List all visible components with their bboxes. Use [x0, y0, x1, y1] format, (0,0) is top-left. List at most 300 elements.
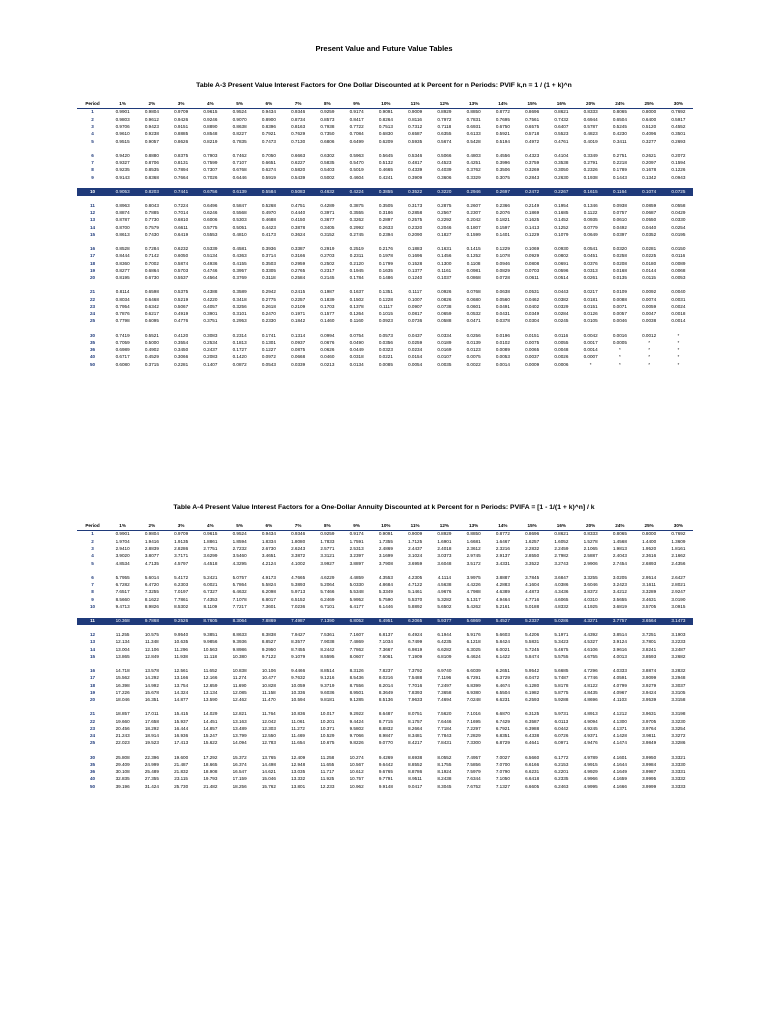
factor-cell: 6.0113	[554, 718, 569, 724]
factor-cell: 0.4556	[495, 152, 510, 158]
factor-cell: 0.2953	[232, 318, 247, 324]
factor-cell: 0.8638	[232, 123, 247, 129]
factor-cell: 0.0610	[612, 217, 627, 223]
factor-cell: 0.0728	[495, 275, 510, 281]
factor-cell: 4.8332	[554, 603, 569, 609]
factor-cell: 7.0790	[495, 769, 510, 775]
factor-cell: 15.622	[203, 740, 218, 746]
factor-cell: 4.1428	[612, 733, 627, 739]
factor-cell: 4.8684	[378, 581, 393, 587]
factor-cell: 0.7441	[167, 188, 196, 195]
factor-cell: 0.0907	[408, 303, 423, 309]
factor-cell: 0.5523	[554, 131, 569, 137]
factor-cell: 0.2946	[459, 188, 488, 195]
factor-cell: 0.3349	[583, 152, 598, 158]
factor-cell: 13.166	[174, 675, 189, 681]
factor-cell: 13.163	[232, 718, 247, 724]
factor-cell: 0.7284	[144, 245, 159, 251]
factor-cell: 4.1644	[612, 761, 627, 767]
factor-cell: 0.0031	[671, 296, 686, 302]
factor-cell: *	[677, 347, 680, 353]
factor-cell: 0.2366	[495, 202, 510, 208]
factor-cell: 6.3988	[525, 725, 540, 731]
factor-cell: 0.0105	[583, 318, 598, 324]
factor-cell: 0.8900	[261, 116, 276, 122]
factor-cell: 3.6564	[635, 618, 664, 625]
row-spacer	[77, 181, 693, 188]
factor-cell: 0.0017	[583, 339, 598, 345]
factor-cell: 0.0382	[554, 296, 569, 302]
factor-cell: 1.7833	[320, 538, 335, 544]
factor-cell: 6.0442	[554, 725, 569, 731]
factor-cell: 0.1378	[349, 303, 364, 309]
factor-cell: 2.8286	[174, 545, 189, 551]
factor-cell: 7.3300	[466, 740, 481, 746]
factor-cell: 12.085	[232, 689, 247, 695]
factor-cell: 0.1971	[291, 311, 306, 317]
table-header-row	[77, 100, 693, 109]
factor-cell: 0.9610	[115, 131, 130, 137]
factor-cell: 0.1839	[320, 296, 335, 302]
factor-cell: 7.8869	[254, 618, 283, 625]
factor-cell: 0.2472	[518, 188, 547, 195]
table-header-row	[77, 522, 693, 531]
factor-cell: 4.8122	[583, 682, 598, 688]
factor-cell: 9.7791	[378, 776, 393, 782]
factor-cell: 9.9540	[174, 632, 189, 637]
factor-cell: 13.489	[232, 725, 247, 731]
factor-cell: 0.3759	[525, 159, 540, 165]
factor-cell: 6.1446	[378, 603, 393, 609]
factor-cell: 0.0180	[642, 260, 657, 266]
factor-cell: 0.4363	[232, 253, 247, 259]
factor-cell: 6.8399	[466, 682, 481, 688]
factor-cell: 3.3332	[671, 776, 686, 782]
factor-cell: 0.0107	[437, 354, 452, 360]
factor-cell: 0.4423	[261, 224, 276, 230]
factor-cell: 9.6765	[378, 769, 393, 775]
period-cell: 15	[89, 231, 96, 237]
factor-cell: 0.6274	[261, 167, 276, 173]
factor-cell: 0.0946	[495, 260, 510, 266]
factor-cell: 13.332	[291, 776, 306, 782]
table-row	[77, 596, 693, 603]
factor-cell: 1.6467	[495, 538, 510, 544]
factor-cell: 0.0937	[291, 339, 306, 345]
factor-cell: 3.7251	[642, 632, 657, 637]
period-cell: 25	[89, 740, 96, 746]
factor-cell: 3.7908	[378, 560, 393, 566]
factor-cell: 0.2607	[466, 202, 481, 208]
factor-cell: 0.8874	[115, 210, 130, 215]
factor-cell: 0.3624	[291, 231, 306, 237]
factor-cell: 0.4120	[174, 332, 189, 338]
factor-cell: 0.8264	[378, 116, 393, 122]
period-cell: 16	[89, 245, 96, 251]
factor-cell: 11.690	[232, 682, 247, 688]
period-cell: 18	[89, 260, 96, 266]
factor-cell: 9.2922	[349, 711, 364, 717]
factor-cell: 23.115	[174, 776, 188, 782]
factor-cell: 7.0700	[495, 761, 510, 767]
factor-cell: 10.635	[174, 639, 189, 645]
factor-cell: 1.8594	[232, 538, 247, 544]
factor-cell: 10.371	[320, 725, 335, 731]
factor-cell: 0.3506	[495, 167, 510, 173]
factor-cell: 8.0216	[378, 675, 393, 681]
factor-cell: 0.1827	[437, 231, 452, 237]
factor-cell: 0.0016	[612, 332, 627, 338]
factor-cell: 2.6243	[291, 545, 306, 551]
period-cell: 7	[91, 159, 94, 165]
factor-cell: 0.0378	[495, 318, 510, 324]
factor-cell: 0.0738	[437, 303, 452, 309]
factor-cell: 0.0053	[671, 275, 686, 281]
rate-header: 5%	[225, 522, 254, 531]
period-cell: 36	[89, 347, 96, 353]
factor-cell: 0.6750	[495, 123, 510, 129]
factor-cell: 4.1925	[583, 603, 598, 609]
factor-cell: 0.1117	[379, 303, 393, 309]
factor-cell: 5.6869	[459, 618, 488, 625]
factor-cell: 2.6893	[642, 560, 657, 566]
factor-cell: 0.4972	[525, 138, 540, 144]
factor-cell: 0.4810	[232, 231, 247, 237]
factor-cell: 0.0935	[583, 217, 598, 223]
rate-header: 24%	[605, 522, 634, 531]
factor-cell: 0.5083	[284, 188, 313, 195]
rate-header: 9%	[342, 100, 371, 109]
factor-cell: 12.462	[232, 697, 247, 703]
factor-cell: 0.1813	[232, 339, 247, 345]
factor-cell: 0.9901	[115, 531, 130, 537]
factor-cell: 12.042	[261, 718, 276, 724]
factor-cell: 6.2469	[320, 596, 335, 602]
factor-cell: 0.0012	[642, 332, 657, 338]
factor-cell: 0.5919	[261, 174, 276, 180]
factor-cell: 8.3481	[408, 733, 423, 739]
factor-cell: 0.5268	[261, 202, 276, 208]
factor-cell: 4.1103	[613, 697, 627, 703]
factor-cell: 4.1212	[612, 711, 627, 717]
factor-cell: 0.0007	[583, 354, 598, 360]
factor-cell: 0.9612	[144, 116, 159, 122]
factor-cell: 1.6257	[525, 538, 540, 544]
factor-cell: 7.5361	[320, 632, 335, 637]
factor-cell: 0.5375	[174, 289, 189, 295]
factor-cell: 0.8772	[495, 531, 510, 537]
factor-cell: 8.7605	[196, 618, 225, 625]
factor-cell: 0.2314	[232, 332, 247, 338]
factor-cell: 0.8333	[583, 531, 598, 537]
factor-cell: 1.9416	[144, 538, 159, 544]
factor-cell: 0.9151	[174, 123, 189, 129]
factor-cell: 0.0691	[554, 260, 569, 266]
factor-cell: *	[589, 361, 592, 367]
factor-cell: 0.0318	[349, 354, 364, 360]
factor-cell: 0.0059	[642, 303, 657, 309]
factor-cell: 2.9247	[671, 589, 686, 595]
row-spacer	[77, 145, 693, 152]
factor-cell: 2.4018	[437, 545, 452, 551]
factor-cell: 0.0981	[466, 267, 481, 273]
factor-cell: 0.9009	[408, 531, 423, 537]
factor-cell: 6.7101	[320, 603, 335, 609]
factor-cell: 0.3505	[378, 202, 393, 208]
factor-cell: 0.3387	[291, 245, 306, 251]
factor-cell: 0.0071	[612, 303, 627, 309]
factor-cell: 0.0491	[495, 303, 510, 309]
rate-header: 2%	[137, 522, 166, 531]
rate-header: 7%	[284, 100, 313, 109]
factor-cell: 0.7462	[232, 152, 247, 158]
factor-cell: 0.2120	[349, 260, 364, 266]
period-cell: 36	[89, 769, 96, 775]
factor-cell: 0.0451	[583, 253, 598, 259]
factor-cell: 11.296	[174, 646, 188, 652]
factor-cell: 2.9410	[115, 545, 130, 551]
table-a4-caption: Table A-4 Present Value Interest Factors for a One-Dollar Annuity Discounted at k Percent for n Periods: PVIFA = [1 - 1/(1 + k)^n] / k	[173, 504, 595, 511]
factor-cell: 8.1924	[437, 769, 452, 775]
table-row	[77, 553, 693, 560]
factor-cell: 0.0687	[642, 210, 657, 215]
factor-cell: 6.8109	[437, 653, 452, 659]
factor-cell: 0.0065	[525, 347, 540, 353]
factor-cell: 6.4632	[232, 589, 247, 595]
factor-cell: 0.7430	[144, 231, 159, 237]
factor-cell: 31.424	[144, 783, 159, 789]
factor-cell: 0.9246	[203, 116, 218, 122]
period-cell: 22	[89, 718, 96, 724]
factor-cell: 12.134	[115, 639, 130, 645]
factor-cell: 2.1662	[671, 553, 686, 559]
factor-cell: 0.2567	[437, 210, 452, 215]
factor-cell: 0.2076	[495, 210, 510, 215]
factor-cell: 0.5787	[583, 123, 598, 129]
factor-cell: 15.937	[174, 718, 189, 724]
factor-cell: 1.9520	[642, 545, 657, 551]
factor-cell: 8.8514	[320, 667, 335, 673]
factor-cell: 0.8573	[320, 116, 335, 122]
factor-cell: 2.3616	[642, 553, 657, 559]
factor-cell: 0.2046	[437, 224, 452, 230]
factor-cell: 6.6870	[495, 711, 510, 717]
factor-cell: 0.6468	[144, 296, 159, 302]
factor-cell: 0.4339	[408, 167, 423, 173]
factor-cell: 4.4873	[525, 589, 540, 595]
factor-cell: 6.2098	[261, 589, 276, 595]
factor-cell: 4.7716	[525, 596, 540, 602]
factor-cell: 0.1079	[554, 231, 569, 237]
factor-cell: 0.4564	[203, 275, 218, 281]
factor-cell: 0.0168	[612, 267, 627, 273]
factor-cell: 12.948	[291, 761, 306, 767]
factor-cell: 0.8885	[174, 131, 189, 137]
factor-cell: 7.4987	[284, 618, 313, 625]
factor-cell: 11.655	[320, 761, 335, 767]
factor-cell: 6.0726	[554, 733, 569, 739]
factor-cell: 0.9174	[349, 109, 364, 115]
row-spacer	[77, 625, 693, 632]
factor-cell: 0.0532	[466, 311, 481, 317]
factor-cell: 0.7142	[144, 253, 159, 259]
factor-cell: 7.3792	[408, 667, 423, 673]
factor-cell: 5.3282	[437, 596, 452, 602]
factor-cell: 0.2697	[488, 188, 517, 195]
factor-cell: 1.8080	[291, 538, 306, 544]
factor-cell: 3.1473	[664, 618, 693, 625]
factor-cell: 7.4957	[466, 754, 481, 760]
factor-cell: 0.1883	[408, 245, 423, 251]
factor-cell: 7.1695	[466, 718, 481, 724]
factor-cell: 0.9423	[144, 123, 159, 129]
factor-cell: 6.2303	[174, 581, 189, 587]
factor-cell: 0.5245	[612, 123, 627, 129]
factor-cell: 3.7801	[642, 639, 657, 645]
factor-cell: 0.2630	[554, 174, 569, 180]
factor-cell: 1.8334	[261, 538, 276, 544]
factor-cell: 0.2218	[612, 159, 627, 165]
factor-cell: 10.612	[349, 769, 364, 775]
factor-cell: *	[648, 339, 651, 345]
factor-cell: 0.0139	[466, 339, 481, 345]
factor-cell: 8.2438	[437, 776, 452, 782]
factor-cell: 18.046	[115, 697, 130, 703]
factor-cell: 12.166	[203, 675, 218, 681]
factor-cell: 4.9995	[583, 783, 598, 789]
factor-cell: 4.1601	[612, 754, 627, 760]
factor-cell: 0.1108	[466, 260, 481, 266]
factor-cell: 0.0859	[642, 202, 657, 208]
factor-cell: 9.9856	[203, 639, 218, 645]
factor-cell: 0.9057	[144, 138, 159, 144]
factor-cell: 4.6065	[554, 596, 569, 602]
factor-cell: 10.368	[108, 618, 137, 625]
factor-cell: 22.023	[115, 740, 130, 746]
factor-cell: 6.9380	[466, 689, 481, 695]
factor-cell: 0.2942	[261, 289, 276, 295]
rate-header: 15%	[518, 522, 547, 531]
factor-cell: 0.5874	[174, 260, 189, 266]
factor-cell: 0.5553	[203, 231, 218, 237]
factor-cell: 0.0221	[378, 354, 393, 360]
factor-cell: 0.0151	[525, 332, 540, 338]
factor-cell: 0.0514	[554, 275, 569, 281]
factor-cell: 8.3649	[378, 689, 393, 695]
factor-cell: 0.9346	[291, 109, 306, 115]
factor-cell: 0.4552	[671, 123, 686, 129]
factor-cell: 4.0799	[612, 682, 627, 688]
factor-cell: 2.9137	[495, 553, 510, 559]
period-cell: 50	[89, 783, 96, 789]
factor-cell: 0.2090	[408, 231, 423, 237]
factor-cell: 15.372	[232, 754, 247, 760]
factor-cell: 0.3957	[232, 267, 247, 273]
factor-cell: 4.5797	[174, 560, 189, 566]
factor-cell: 16.936	[174, 733, 189, 739]
factor-cell: *	[648, 361, 651, 367]
factor-cell: 0.2149	[525, 202, 540, 208]
factor-cell: 17.413	[174, 740, 189, 746]
factor-cell: 21.243	[115, 733, 130, 739]
factor-cell: *	[677, 332, 680, 338]
factor-cell: 8.1755	[437, 761, 452, 767]
factor-cell: 0.2502	[320, 260, 335, 266]
factor-cell: 5.2337	[518, 618, 547, 625]
period-cell: 22	[89, 296, 96, 302]
factor-cell: 0.5194	[495, 138, 510, 144]
factor-cell: 1.9813	[612, 545, 627, 551]
period-cell: 16	[89, 667, 96, 673]
factor-cell: 0.3173	[408, 202, 423, 208]
factor-cell: 0.1938	[583, 174, 598, 180]
period-cell: 15	[89, 653, 96, 659]
factor-cell: 3.0205	[612, 574, 627, 580]
factor-cell: 0.0659	[437, 311, 452, 317]
factor-cell: 4.7135	[144, 560, 159, 566]
factor-cell: 0.0443	[554, 289, 569, 295]
table-row	[77, 762, 693, 769]
rate-header: 30%	[664, 100, 693, 109]
factor-cell: *	[677, 354, 680, 360]
factor-cell: 3.2423	[612, 581, 627, 587]
factor-cell: 0.8850	[466, 531, 481, 537]
factor-cell: 0.6931	[466, 123, 481, 129]
factor-cell: 10.567	[349, 761, 364, 767]
factor-cell: 2.9906	[583, 560, 598, 566]
factor-cell: 0.5439	[291, 174, 306, 180]
factor-cell: 14.451	[203, 718, 218, 724]
factor-cell: 0.2307	[466, 210, 481, 215]
table-a4	[77, 522, 693, 791]
table-row	[77, 210, 693, 217]
factor-cell: 1.6901	[437, 538, 452, 544]
factor-cell: 7.0027	[495, 754, 510, 760]
period-cell: 11	[90, 202, 95, 208]
table-row	[77, 332, 693, 339]
factor-cell: 0.1078	[495, 253, 510, 259]
factor-cell: 0.9070	[232, 116, 247, 122]
factor-cell: 3.9099	[642, 675, 657, 681]
factor-cell: 0.3450	[174, 347, 189, 353]
factor-cell: 7.6446	[437, 718, 452, 724]
factor-cell: 0.2618	[261, 303, 276, 309]
factor-cell: 0.0994	[320, 332, 335, 338]
factor-cell: 0.6768	[232, 167, 247, 173]
factor-cell: 0.9706	[115, 123, 130, 129]
factor-cell: 9.1216	[320, 675, 335, 681]
factor-cell: 11.764	[262, 711, 276, 717]
factor-cell: 0.8375	[174, 152, 189, 158]
factor-cell: 0.8000	[642, 109, 657, 115]
factor-cell: 0.7107	[232, 159, 247, 165]
factor-cell: 10.201	[320, 718, 335, 724]
factor-cell: 8.9501	[349, 689, 364, 695]
factor-cell: 3.3158	[671, 697, 686, 703]
factor-cell: 3.4631	[642, 596, 657, 602]
factor-cell: 4.4518	[203, 560, 218, 566]
factor-cell: 0.7730	[144, 217, 159, 223]
factor-cell: 0.3715	[144, 361, 159, 367]
factor-cell: 4.8913	[583, 711, 598, 717]
factor-cell: 3.4331	[495, 560, 510, 566]
factor-cell: 1.6681	[466, 538, 481, 544]
factor-cell: 1.3609	[671, 538, 686, 544]
factor-cell: 16.374	[232, 761, 247, 767]
factor-cell: 10.529	[320, 733, 335, 739]
factor-cell: 7.8237	[378, 667, 393, 673]
factor-cell: 0.2843	[525, 174, 540, 180]
